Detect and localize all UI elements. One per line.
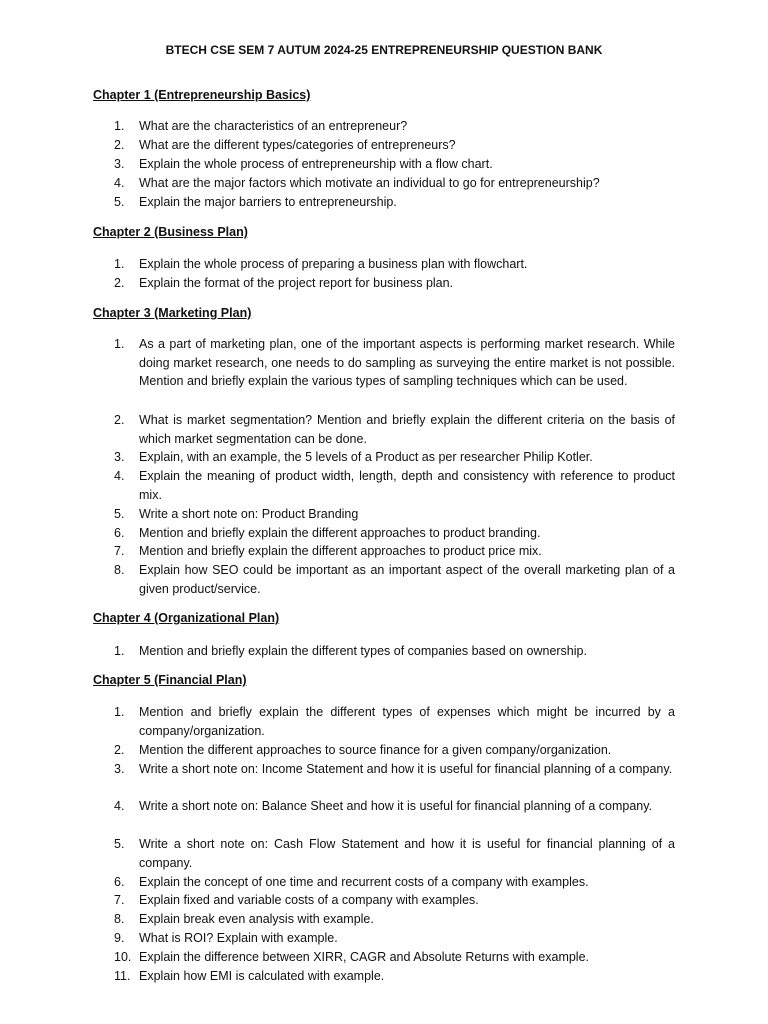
list-item — [114, 703, 675, 740]
list-item — [114, 642, 675, 661]
list-item — [114, 561, 675, 598]
list-item — [114, 797, 675, 816]
question-text: Mention the different approaches to source finance for a given company/organization. — [139, 743, 612, 757]
question-text: What are the different types/categories of entrepreneurs? — [139, 138, 456, 152]
item-number: 4. — [114, 176, 125, 190]
chapter-5-heading: Chapter 5 (Financial Plan) — [93, 673, 247, 687]
item-number: 2. — [114, 138, 125, 152]
question-text: What are the characteristics of an entrepreneur? — [139, 119, 408, 133]
item-number: 11. — [114, 969, 131, 983]
item-number: 2. — [114, 743, 125, 757]
list-item — [114, 967, 675, 986]
item-number: 3. — [114, 762, 125, 776]
item-number: 1. — [114, 119, 125, 133]
item-number: 4. — [114, 469, 125, 483]
question-text: What is market segmentation? Mention and briefly explain the different criteria on the basis of which market segmentation can be done. — [139, 413, 675, 446]
list-item — [114, 274, 675, 293]
question-text: Explain the major barriers to entrepreneurship. — [139, 195, 397, 209]
question-text: Explain break even analysis with example. — [139, 912, 374, 926]
item-number: 8. — [114, 563, 125, 577]
list-item — [114, 910, 675, 929]
chapter-4-heading: Chapter 4 (Organizational Plan) — [93, 611, 280, 625]
question-text: Explain fixed and variable costs of a company with examples. — [139, 893, 479, 907]
list-item — [114, 155, 675, 174]
question-text: Explain the format of the project report for business plan. — [139, 276, 454, 290]
question-text: Explain how EMI is calculated with example. — [139, 969, 385, 983]
item-number: 6. — [114, 875, 125, 889]
list-item — [114, 448, 675, 467]
question-text: Write a short note on: Product Branding — [139, 507, 359, 521]
list-item — [114, 760, 675, 779]
list-item — [114, 542, 675, 561]
list-item — [114, 891, 675, 910]
list-item — [114, 835, 675, 872]
question-text: What is ROI? Explain with example. — [139, 931, 338, 945]
item-number: 10. — [114, 950, 132, 964]
item-number: 6. — [114, 526, 125, 540]
item-number: 3. — [114, 450, 125, 464]
item-number: 1. — [114, 705, 125, 719]
chapter-3-heading: Chapter 3 (Marketing Plan) — [93, 306, 252, 320]
question-text: Explain the concept of one time and recurrent costs of a company with examples. — [139, 875, 589, 889]
chapter-1-heading: Chapter 1 (Entrepreneurship Basics) — [93, 88, 311, 102]
question-text: Mention and briefly explain the different types of expenses which might be incurred by a company/organization. — [139, 705, 675, 738]
item-number: 4. — [114, 799, 125, 813]
question-text: Explain the difference between XIRR, CAGR and Absolute Returns with example. — [139, 950, 590, 964]
list-item — [114, 524, 675, 543]
item-number: 3. — [114, 157, 125, 171]
item-number: 1. — [114, 337, 125, 351]
document-title: BTECH CSE SEM 7 AUTUM 2024-25 ENTREPRENEURSHIP QUESTION BANK — [165, 43, 603, 57]
list-item — [114, 873, 675, 892]
list-item — [114, 741, 675, 760]
question-text: Write a short note on: Cash Flow Statement and how it is useful for financial planning of a company. — [139, 837, 675, 870]
list-item — [114, 467, 675, 504]
item-number: 9. — [114, 931, 125, 945]
question-text: Explain the whole process of preparing a business plan with flowchart. — [139, 257, 528, 271]
question-text: Explain, with an example, the 5 levels of a Product as per researcher Philip Kotler. — [139, 450, 593, 464]
list-item — [114, 411, 675, 448]
item-number: 1. — [114, 257, 125, 271]
item-number: 7. — [114, 544, 125, 558]
item-number: 2. — [114, 413, 125, 427]
item-number: 5. — [114, 195, 125, 209]
list-item — [114, 505, 675, 524]
question-text: Explain the meaning of product width, length, depth and consistency with reference to product mix. — [139, 469, 675, 502]
list-item — [114, 335, 675, 391]
item-number: 5. — [114, 507, 125, 521]
question-text: As a part of marketing plan, one of the important aspects is performing market research. While doing market research, one needs to do sampling as surveying the entire market is not possible. Mention and briefly explain the various types of sampling techniques which can be used. — [139, 337, 675, 389]
list-item — [114, 929, 675, 948]
question-text: Explain the whole process of entrepreneurship with a flow chart. — [139, 157, 493, 171]
list-item — [114, 255, 675, 274]
question-text: Mention and briefly explain the different approaches to product price mix. — [139, 544, 542, 558]
question-text: Mention and briefly explain the different approaches to product branding. — [139, 526, 541, 540]
list-item — [114, 136, 675, 155]
item-number: 7. — [114, 893, 125, 907]
chapter-2-heading: Chapter 2 (Business Plan) — [93, 225, 248, 239]
question-text: Write a short note on: Income Statement and how it is useful for financial planning of a company. — [139, 762, 673, 776]
list-item — [114, 117, 675, 136]
list-item — [114, 193, 675, 212]
list-item — [114, 948, 675, 967]
item-number: 8. — [114, 912, 125, 926]
item-number: 2. — [114, 276, 125, 290]
item-number: 1. — [114, 644, 125, 658]
question-text: What are the major factors which motivate an individual to go for entrepreneurship? — [139, 176, 600, 190]
list-item — [114, 174, 675, 193]
question-text: Write a short note on: Balance Sheet and how it is useful for financial planning of a company. — [139, 799, 653, 813]
item-number: 5. — [114, 837, 125, 851]
question-text: Explain how SEO could be important as an important aspect of the overall marketing plan of a given product/service. — [139, 563, 675, 596]
question-text: Mention and briefly explain the different types of companies based on ownership. — [139, 644, 587, 658]
